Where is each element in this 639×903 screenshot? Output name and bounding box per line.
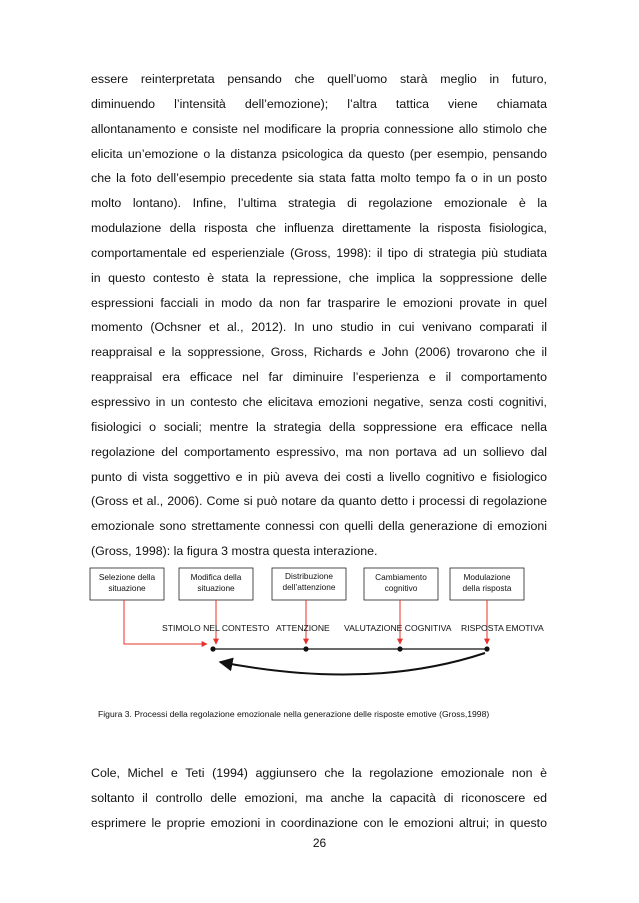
process-box-cambiamento [364,568,438,600]
process-box-modulazione [450,568,524,600]
body-paragraph-2 [91,761,547,836]
text-line: momento (Ochsner et al., 2012). In uno studio in cui venivano comparati il [91,320,547,335]
text-line: espressivo in un contesto che elicitava emozioni negative, senza costi cognitivi, [91,394,547,409]
timeline-node [397,646,402,651]
text-line: reappraisal e la soppressione, Gross, Richards e John (2006) trovarono che il [91,345,547,360]
box-label-line: Selezione della [98,572,156,582]
text-line: diminuendo l’intensità dell’emozione); l’altra tattica viene chiamata [91,96,547,111]
process-box-selezione [90,568,164,600]
box-label-line: dell’attenzione [282,582,336,592]
stage-label-attenzione: ATTENZIONE [276,623,330,633]
text-line: che la foto dell’esempio precedente sia stata fatta molto tempo fa o in un posto [91,171,547,186]
text-line: punto di vista soggettivo e in più aveva dei costi a livello cognitivo e fisiologico [91,469,547,484]
text-line: essere reinterpretata pensando che quell’uomo starà meglio in futuro, [91,72,547,86]
text-line: (Gross, 1998): la figura 3 mostra questa interazione. [91,544,378,559]
body-paragraph-1 [91,67,547,564]
box-label-line: Modifica della [190,572,242,582]
text-line: regolazione del comportamento espressivo, ma non portava ad un sollievo dal [91,444,547,459]
regulation-arrow [124,600,207,644]
text-line: elicita un’emozione o la distanza psicologica da questo (per esempio, pensando [91,146,547,161]
timeline-node [484,646,489,651]
stage-label-risposta: RISPOSTA EMOTIVA [461,623,544,633]
process-box-modifica [179,568,253,600]
text-line: comportamentale ed esperienziale (Gross, 1998): il tipo di strategia più studiata [91,245,547,260]
text-line: esprimere le proprie emozioni in coordinazione con le emozioni altrui; in questo [91,815,547,830]
box-label-line: cognitivo [384,583,418,593]
page-number: 26 [312,836,327,850]
figure-3-process-diagram [80,552,558,724]
timeline-node [210,646,215,651]
text-line: espressioni facciali in modo da non far trasparire le emozioni provate in quel [91,295,547,310]
figure-caption: Figura 3. Processi della regolazione emozionale nella generazione delle risposte emotive (Gross,1998) [98,709,490,719]
box-label-line: Distribuzione [285,571,333,581]
text-line: soltanto il controllo delle emozioni, ma anche la capacità di riconoscere ed [91,790,547,805]
box-label-line: situazione [197,583,235,593]
text-line: reappraisal era efficace nel far diminuire l’esperienza e il comportamento [91,370,547,385]
text-line: fisiologici o sociali; mentre la strategia della soppressione era efficace nella [91,419,547,434]
text-line: modulazione della risposta che influenza direttamente la risposta fisiologica, [91,221,547,236]
process-box-distribuzione [272,568,346,600]
text-line: Cole, Michel e Teti (1994) aggiunsero che la regolazione emozionale non è [91,766,547,780]
box-label-line: della risposta [462,583,512,593]
text-line: emozionale sono strettamente connessi con quelli della generazione di emozioni [91,519,547,534]
text-line: in questo contesto è stata la repressione, che implica la soppressione delle [91,270,547,285]
feedback-arrow [220,653,485,675]
process-diagram-svg [80,552,558,724]
box-label-line: Modulazione [463,572,511,582]
stage-label-valutazione: VALUTAZIONE COGNITIVA [344,623,452,633]
text-line: allontanamento e consiste nel modificare la propria connessione allo stimolo che [91,121,547,136]
stage-label-stimolo: STIMOLO NEL CONTESTO [162,623,270,633]
timeline-node [303,646,308,651]
text-line: molto lontano). Infine, l’ultima strategia di regolazione emozionale è la [91,196,547,211]
box-label-line: Cambiamento [375,572,427,582]
text-line: (Gross et al., 2006). Come si può notare da quanto detto i processi di regolazione [91,494,547,509]
box-label-line: situazione [108,583,146,593]
